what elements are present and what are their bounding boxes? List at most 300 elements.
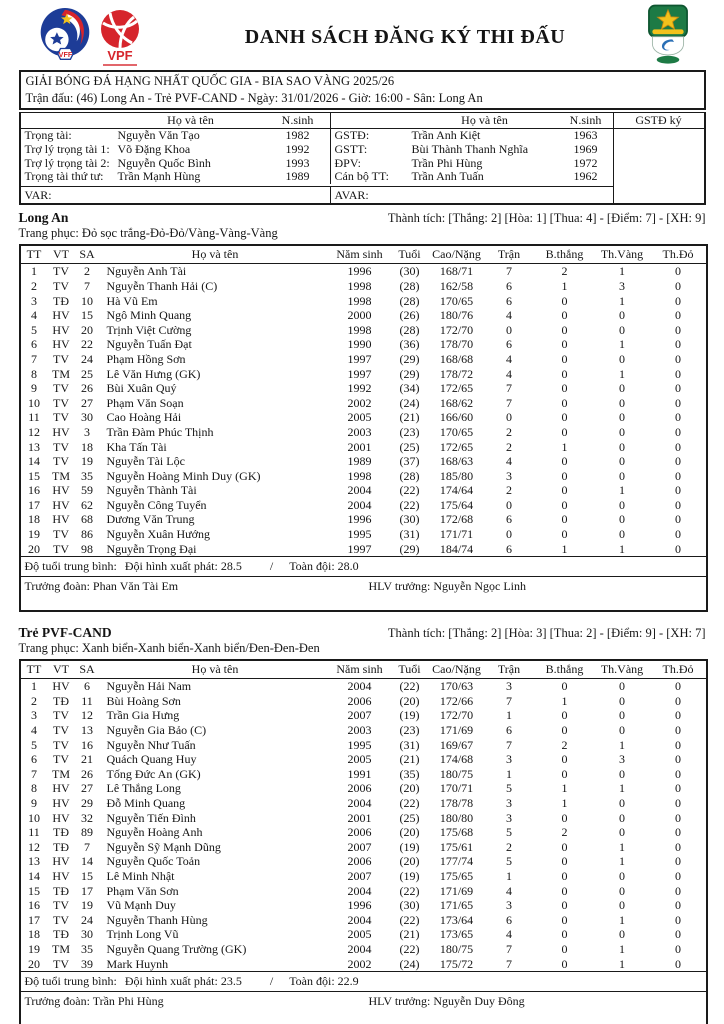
player-goals: 0	[561, 898, 568, 913]
player-position: TV	[53, 708, 69, 723]
player-shirt: 29	[81, 796, 93, 810]
player-height-weight: 180/80	[439, 810, 474, 825]
player-matches: 6	[506, 512, 512, 527]
player-matches: 6	[506, 541, 512, 556]
player-number: 1	[31, 264, 37, 279]
vpf-logo-icon	[98, 9, 142, 66]
player-red: 0	[675, 483, 681, 498]
player-matches: 0	[506, 410, 512, 425]
player-goals: 0	[561, 941, 568, 956]
player-yellow: 3	[619, 752, 625, 767]
player-number: 10	[28, 395, 40, 410]
player-red: 0	[675, 278, 681, 293]
player-matches: 4	[506, 883, 512, 898]
player-height-weight: 168/68	[439, 351, 474, 366]
avg-age-starting: Đội hình xuất phát: 23.5	[124, 974, 242, 989]
player-age: (24)	[399, 956, 420, 971]
player-shirt: 59	[81, 483, 93, 498]
player-yellow: 0	[619, 322, 625, 337]
player-name: Cao Hoàng Hải	[106, 410, 182, 425]
player-height-weight: 169/67	[439, 737, 474, 752]
player-age: (19)	[399, 868, 420, 883]
player-red: 0	[675, 337, 681, 352]
player-red: 0	[675, 927, 681, 942]
player-height-weight: 168/62	[439, 395, 474, 410]
player-number: 19	[28, 527, 40, 542]
player-goals: 0	[561, 708, 568, 723]
player-matches: 7	[506, 956, 512, 971]
player-red: 0	[675, 395, 681, 410]
team-manager: Trưởng đoàn: Phan Văn Tài Em	[24, 579, 179, 594]
player-name: Phạm Hồng Sơn	[106, 351, 186, 366]
player-goals: 0	[561, 395, 568, 410]
player-shirt: 19	[81, 454, 93, 469]
player-shirt: 24	[81, 912, 93, 927]
player-goals: 0	[561, 293, 568, 308]
player-red: 0	[675, 366, 681, 381]
player-height-weight: 166/60	[439, 410, 474, 425]
player-number: 18	[28, 927, 40, 942]
player-row	[20, 396, 707, 411]
player-goals: 0	[561, 337, 568, 352]
player-birth: 2006	[347, 854, 372, 869]
avar-label: AVAR:	[330, 187, 613, 203]
player-height-weight: 180/76	[439, 308, 474, 323]
player-red: 0	[675, 898, 681, 913]
player-yellow: 0	[619, 898, 625, 913]
player-age: (19)	[399, 708, 420, 723]
player-row	[20, 942, 707, 957]
player-position: HV	[52, 308, 70, 323]
player-name: Nguyễn Tài Lộc	[106, 454, 185, 469]
player-number: 13	[28, 854, 40, 869]
official-role-label: GSTĐ:	[330, 129, 410, 143]
player-position: TV	[53, 737, 69, 752]
player-yellow: 0	[619, 693, 625, 708]
officials-header-row	[21, 113, 613, 129]
player-age: (21)	[399, 410, 420, 425]
player-matches: 0	[506, 497, 512, 512]
player-age: (26)	[399, 308, 420, 323]
tournament-title: GIẢI BÓNG ĐÁ HẠNG NHẤT QUỐC GIA - BIA SAO VÀNG 2025/26	[25, 74, 395, 88]
player-number: 16	[28, 898, 40, 913]
player-birth: 2004	[347, 483, 372, 498]
player-goals: 0	[561, 366, 568, 381]
player-shirt: 3	[84, 424, 90, 439]
player-age: (30)	[399, 898, 420, 913]
player-age: (22)	[399, 912, 420, 927]
player-position: TĐ	[53, 839, 69, 854]
player-height-weight: 185/80	[439, 468, 474, 483]
player-row	[20, 752, 707, 767]
player-height-weight: 177/74	[439, 854, 474, 869]
player-matches: 6	[506, 912, 512, 927]
official-birth-year: 1962	[573, 169, 598, 184]
roster-table-tre-pvf-cand	[19, 659, 708, 1024]
player-row	[20, 679, 707, 694]
player-height-weight: 174/68	[439, 752, 474, 767]
player-row	[20, 738, 707, 753]
player-red: 0	[675, 351, 681, 366]
col-yellow: Th.Vàng	[594, 245, 651, 264]
player-position: TV	[53, 454, 69, 469]
player-number: 5	[31, 737, 37, 752]
player-row	[20, 527, 707, 542]
avg-age-team: Toàn đội: 22.9	[289, 974, 359, 989]
player-position: HV	[52, 483, 70, 498]
player-birth: 2001	[347, 810, 372, 825]
player-number: 8	[31, 366, 37, 381]
player-row	[20, 483, 707, 498]
col-height-weight: Cao/Nặng	[431, 660, 483, 679]
official-birth-year: 1969	[573, 141, 598, 156]
player-position: TV	[53, 898, 69, 913]
player-matches: 3	[506, 810, 512, 825]
document-body	[19, 70, 706, 1024]
player-name: Nguyễn Tiến Đình	[106, 810, 196, 825]
player-name: Bùi Xuân Quý	[106, 381, 177, 396]
official-name: Trần Anh Kiệt	[411, 127, 481, 142]
official-name: Nguyễn Văn Tạo	[117, 127, 200, 142]
player-yellow: 1	[619, 854, 625, 869]
player-birth: 1998	[347, 322, 372, 337]
head-coach: HLV trưởng: Nguyễn Ngọc Linh	[368, 579, 527, 594]
player-shirt: 39	[81, 956, 93, 971]
player-shirt: 35	[81, 941, 93, 956]
player-name: Bùi Hoàng Sơn	[106, 693, 181, 708]
player-shirt: 2	[84, 264, 90, 279]
player-birth: 1995	[347, 737, 372, 752]
player-red: 0	[675, 512, 681, 527]
player-goals: 1	[561, 439, 568, 454]
player-row	[20, 825, 707, 840]
federation-logos	[38, 7, 188, 68]
player-red: 0	[675, 439, 681, 454]
player-age: (25)	[399, 439, 420, 454]
officials-header-blank	[21, 113, 116, 128]
player-birth: 2004	[347, 912, 372, 927]
player-red: 0	[675, 424, 681, 439]
player-height-weight: 162/58	[439, 278, 474, 293]
player-position: HV	[52, 679, 70, 694]
player-red: 0	[675, 883, 681, 898]
player-red: 0	[675, 825, 681, 840]
player-birth: 2002	[347, 395, 372, 410]
player-height-weight: 175/72	[439, 956, 474, 971]
team-header-long-an	[19, 210, 706, 226]
official-name: Bùi Thành Thanh Nghĩa	[411, 141, 529, 156]
player-name: Lê Văn Hưng (GK)	[106, 366, 201, 381]
player-shirt: 7	[84, 278, 90, 293]
player-goals: 0	[561, 854, 568, 869]
player-shirt: 26	[81, 766, 93, 781]
player-yellow: 0	[619, 883, 625, 898]
player-position: TM	[52, 468, 70, 483]
player-age: (29)	[399, 351, 420, 366]
player-red: 0	[675, 322, 681, 337]
head-coach: HLV trưởng: Nguyễn Duy Đông	[368, 994, 525, 1009]
sponsor-crest-box	[622, 4, 714, 71]
player-position: TV	[53, 264, 69, 279]
player-height-weight: 172/66	[439, 693, 474, 708]
player-position: TĐ	[53, 883, 69, 898]
player-birth: 2003	[347, 424, 372, 439]
player-row	[20, 694, 707, 709]
player-yellow: 3	[619, 278, 625, 293]
player-age: (20)	[399, 693, 420, 708]
official-role-label: ĐPV:	[330, 157, 410, 171]
player-position: TV	[53, 527, 69, 542]
player-number: 12	[28, 839, 40, 854]
avg-age-team: Toàn đội: 28.0	[289, 559, 359, 574]
player-row	[20, 811, 707, 826]
player-red: 0	[675, 708, 681, 723]
player-number: 8	[31, 781, 37, 796]
player-matches: 3	[506, 752, 512, 767]
player-goals: 2	[561, 825, 568, 840]
player-shirt: 18	[81, 439, 93, 454]
player-age: (22)	[399, 679, 420, 694]
player-row	[20, 352, 707, 367]
player-matches: 3	[506, 898, 512, 913]
player-goals: 0	[561, 468, 568, 483]
player-shirt: 15	[81, 308, 93, 323]
officials-name-header-right: Họ và tên	[461, 112, 508, 127]
player-row	[20, 898, 707, 913]
col-matches: Trận	[483, 245, 536, 264]
player-goals: 0	[561, 424, 568, 439]
player-matches: 7	[506, 737, 512, 752]
player-yellow: 0	[619, 723, 625, 738]
player-name: Nguyễn Hoàng Minh Duy (GK)	[106, 468, 261, 483]
col-birth: Năm sinh	[331, 245, 389, 264]
player-row	[20, 308, 707, 323]
player-red: 0	[675, 737, 681, 752]
player-matches: 1	[506, 708, 512, 723]
player-shirt: 6	[84, 679, 90, 694]
player-yellow: 0	[619, 825, 625, 840]
player-number: 7	[31, 351, 37, 366]
player-birth: 1996	[347, 512, 372, 527]
player-yellow: 0	[619, 810, 625, 825]
player-age: (20)	[399, 854, 420, 869]
player-red: 0	[675, 723, 681, 738]
roster-header-row	[20, 245, 707, 264]
player-height-weight: 178/70	[439, 337, 474, 352]
official-birth-year: 1982	[285, 127, 310, 142]
officials-row	[21, 157, 613, 171]
player-height-weight: 170/63	[439, 679, 474, 694]
player-name: Trịnh Long Vũ	[106, 927, 179, 942]
player-age: (29)	[399, 541, 420, 556]
official-birth-year: 1989	[285, 169, 310, 184]
player-red: 0	[675, 796, 681, 810]
player-yellow: 0	[619, 766, 625, 781]
player-position: TV	[53, 439, 69, 454]
player-red: 0	[675, 381, 681, 396]
player-number: 2	[31, 693, 37, 708]
player-height-weight: 168/63	[439, 454, 474, 469]
player-birth: 2000	[347, 308, 372, 323]
player-name: Nguyễn Anh Tài	[106, 264, 187, 279]
officials-birth-header-right: N.sinh	[569, 112, 602, 127]
player-position: HV	[52, 868, 70, 883]
player-matches: 1	[506, 766, 512, 781]
player-position: HV	[52, 854, 70, 869]
official-role-label: Trợ lý trọng tài 1:	[24, 141, 110, 156]
player-shirt: 32	[81, 810, 93, 825]
player-position: TV	[53, 912, 69, 927]
player-age: (22)	[399, 883, 420, 898]
avg-age-slash: /	[269, 974, 274, 989]
player-name: Vũ Mạnh Duy	[106, 898, 176, 913]
player-height-weight: 175/65	[439, 868, 474, 883]
player-height-weight: 174/64	[439, 483, 474, 498]
player-height-weight: 178/78	[439, 796, 474, 810]
official-name: Võ Đặng Khoa	[117, 141, 191, 156]
player-number: 3	[31, 293, 37, 308]
player-row	[20, 498, 707, 513]
player-red: 0	[675, 956, 681, 971]
player-goals: 0	[561, 752, 568, 767]
player-birth: 1997	[347, 541, 372, 556]
official-name: Trần Phi Hùng	[411, 155, 483, 170]
player-matches: 1	[506, 868, 512, 883]
team-kit: Trang phục: Xanh biển-Xanh biển-Xanh biển/Đen-Đen-Đen	[18, 641, 320, 656]
col-red: Th.Đỏ	[651, 245, 707, 264]
player-number: 4	[31, 308, 37, 323]
player-height-weight: 172/68	[439, 512, 474, 527]
player-number: 6	[31, 337, 37, 352]
avg-age-label: Độ tuổi trung bình:	[24, 974, 117, 989]
vpf-logo-label: VPF	[107, 47, 133, 63]
player-height-weight: 170/65	[439, 293, 474, 308]
player-name: Nguyễn Thanh Hùng	[106, 912, 208, 927]
player-age: (37)	[399, 454, 420, 469]
player-goals: 0	[561, 839, 568, 854]
player-number: 16	[28, 483, 40, 498]
average-age-row	[20, 972, 707, 992]
player-birth: 2005	[347, 410, 372, 425]
avg-age-label: Độ tuổi trung bình:	[24, 559, 117, 574]
player-number: 3	[31, 708, 37, 723]
player-yellow: 1	[619, 366, 625, 381]
player-height-weight: 170/65	[439, 424, 474, 439]
team-manager: Trưởng đoàn: Trần Phi Hùng	[24, 994, 164, 1009]
player-goals: 0	[561, 527, 568, 542]
player-yellow: 0	[619, 439, 625, 454]
col-tt: TT	[20, 660, 48, 679]
officials-name-header-left: Họ và tên	[167, 112, 214, 127]
player-birth: 1997	[347, 351, 372, 366]
team-name: Trẻ PVF-CAND	[18, 625, 112, 641]
player-red: 0	[675, 497, 681, 512]
player-yellow: 0	[619, 410, 625, 425]
player-age: (31)	[399, 527, 420, 542]
officials-main	[21, 113, 613, 204]
player-red: 0	[675, 454, 681, 469]
player-red: 0	[675, 293, 681, 308]
player-age: (28)	[399, 322, 420, 337]
player-height-weight: 178/72	[439, 366, 474, 381]
player-row	[20, 708, 707, 723]
player-position: TV	[53, 541, 69, 556]
player-position: HV	[52, 781, 70, 796]
player-height-weight: 175/68	[439, 825, 474, 840]
signature-header: GSTĐ ký	[614, 113, 704, 129]
player-red: 0	[675, 941, 681, 956]
player-age: (34)	[399, 381, 420, 396]
player-number: 19	[28, 941, 40, 956]
player-name: Nguyễn Quang Trường (GK)	[106, 941, 247, 956]
vpf-tagline-bar	[103, 64, 137, 66]
player-goals: 0	[561, 410, 568, 425]
page-title: DANH SÁCH ĐĂNG KÝ THI ĐẤU	[244, 25, 566, 48]
player-row	[20, 294, 707, 309]
player-position: TV	[53, 410, 69, 425]
player-goals: 0	[561, 810, 568, 825]
official-name: Trần Anh Tuấn	[411, 169, 484, 184]
player-height-weight: 171/71	[439, 527, 474, 542]
player-shirt: 86	[81, 527, 93, 542]
player-row	[20, 469, 707, 484]
player-position: TĐ	[53, 293, 69, 308]
col-name: Họ và tên	[100, 245, 331, 264]
player-row	[20, 454, 707, 469]
player-shirt: 19	[81, 898, 93, 913]
average-age-row	[20, 557, 707, 577]
player-birth: 2006	[347, 693, 372, 708]
col-goals: B.thắng	[536, 660, 594, 679]
player-age: (20)	[399, 825, 420, 840]
player-name: Nguyễn Xuân Hướng	[106, 527, 210, 542]
player-red: 0	[675, 868, 681, 883]
player-matches: 3	[506, 796, 512, 810]
player-name: Quách Quang Huy	[106, 752, 197, 767]
player-goals: 1	[561, 796, 568, 810]
player-row	[20, 512, 707, 527]
team-record: Thành tích: [Thắng: 2] [Hòa: 1] [Thua: 4] - [Điểm: 7] - [XH: 9]	[387, 211, 706, 226]
player-position: TM	[52, 366, 70, 381]
player-height-weight: 171/65	[439, 898, 474, 913]
player-position: HV	[52, 810, 70, 825]
player-birth: 2001	[347, 439, 372, 454]
player-matches: 4	[506, 351, 512, 366]
player-shirt: 12	[81, 708, 93, 723]
player-matches: 4	[506, 308, 512, 323]
player-goals: 0	[561, 723, 568, 738]
player-birth: 1989	[347, 454, 372, 469]
player-shirt: 98	[81, 541, 93, 556]
player-height-weight: 173/65	[439, 927, 474, 942]
player-yellow: 1	[619, 541, 625, 556]
player-red: 0	[675, 766, 681, 781]
player-row	[20, 854, 707, 869]
player-yellow: 0	[619, 796, 625, 810]
player-birth: 2004	[347, 796, 372, 810]
player-matches: 7	[506, 941, 512, 956]
player-number: 20	[28, 541, 40, 556]
player-height-weight: 172/70	[439, 708, 474, 723]
player-number: 15	[28, 468, 40, 483]
player-name: Nguyễn Tuấn Đạt	[106, 337, 192, 352]
player-red: 0	[675, 308, 681, 323]
player-number: 1	[31, 679, 37, 694]
player-height-weight: 172/65	[439, 439, 474, 454]
player-age: (36)	[399, 337, 420, 352]
col-birth: Năm sinh	[331, 660, 389, 679]
player-height-weight: 175/64	[439, 497, 474, 512]
